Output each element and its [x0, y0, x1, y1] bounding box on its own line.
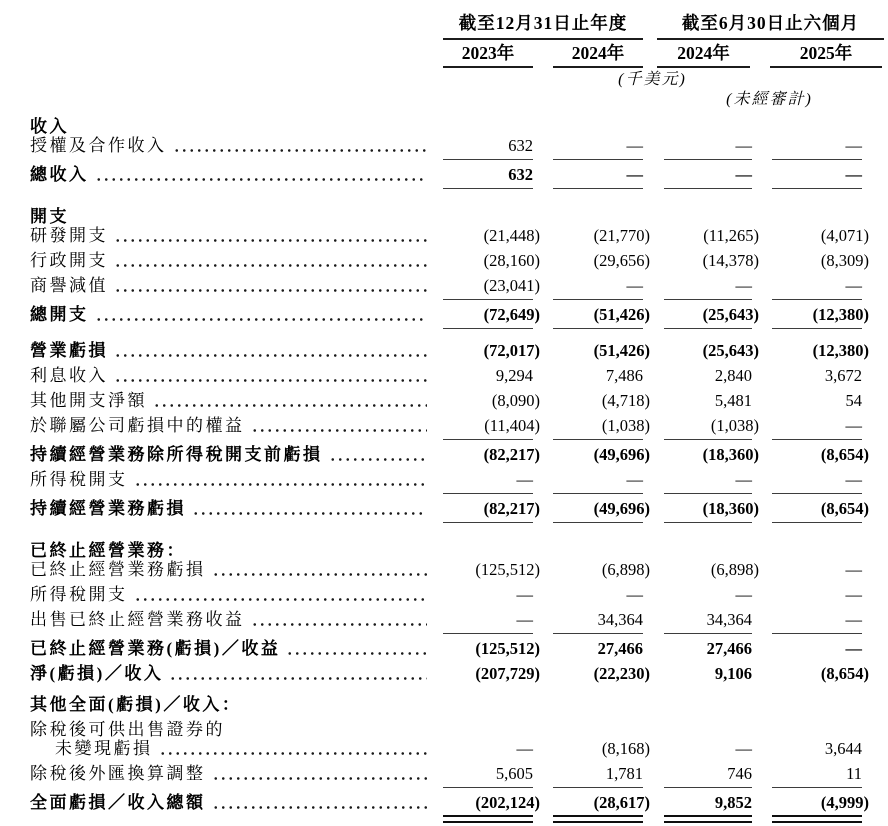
value-cell: [553, 534, 643, 556]
value-cell: [772, 164, 862, 186]
row-label-cell: [30, 135, 433, 157]
row-label: 商譽減值: [30, 276, 108, 295]
value-text: 1,781: [605, 764, 643, 783]
table-row: [30, 584, 888, 609]
value-cell: [553, 763, 643, 785]
year-header-2024-interim: 2024年: [657, 43, 750, 68]
value-cell: [664, 340, 759, 362]
year-header-2025: 2025年: [770, 43, 882, 68]
value-cell: [443, 340, 540, 362]
value-text: (8,168): [601, 739, 650, 758]
value-cell: [772, 713, 862, 735]
table-row: [30, 663, 888, 688]
dot-leader: [169, 677, 427, 680]
value-text: (8,654): [820, 445, 869, 464]
row-label-cell: [30, 304, 433, 326]
table-row: [30, 609, 888, 638]
value-cell: [443, 638, 540, 660]
table-row: [30, 763, 888, 792]
value-text: (202,124): [475, 793, 540, 812]
value-text: 7,486: [605, 366, 643, 385]
value-cell: [664, 609, 752, 631]
value-cell: [664, 738, 752, 760]
value-text: (14,378): [702, 251, 759, 270]
table-row: [30, 200, 888, 225]
row-label-cell: [30, 663, 433, 685]
unaudited-note: (未經審計): [726, 91, 813, 108]
row-label-cell: [30, 763, 433, 785]
value-cell: [553, 638, 643, 660]
value-text: (18,360): [702, 445, 759, 464]
value-text: 9,294: [495, 366, 533, 385]
dot-leader: [212, 777, 428, 780]
row-label-cell: [30, 469, 433, 491]
table-row: [30, 713, 888, 738]
value-text: 2,840: [714, 366, 752, 385]
dot-leader: [153, 404, 427, 407]
value-cell: [553, 663, 650, 685]
dot-leader: [114, 239, 427, 242]
value-text: —: [516, 610, 533, 629]
value-text: (22,230): [593, 664, 650, 683]
value-text: 34,364: [597, 610, 643, 629]
value-text: 54: [845, 391, 862, 410]
table-row: [30, 135, 888, 164]
row-label: 行政開支: [30, 251, 108, 270]
dot-leader: [192, 512, 427, 515]
dot-leader: [95, 178, 428, 181]
value-cell: [664, 390, 752, 412]
row-label-cell: [30, 792, 433, 814]
dot-leader: [95, 318, 428, 321]
dot-leader: [114, 379, 427, 382]
value-text: (8,654): [820, 499, 869, 518]
value-text: (23,041): [483, 276, 540, 295]
dot-leader: [134, 483, 428, 486]
value-cell: [664, 763, 752, 785]
value-cell: [664, 534, 752, 556]
value-cell: [553, 275, 643, 297]
value-cell: [772, 688, 862, 710]
period-header-row: [30, 10, 888, 43]
value-cell: [553, 609, 643, 631]
value-text: (8,309): [820, 251, 869, 270]
income-statement-table: [30, 10, 888, 823]
label-column-spacer: [30, 10, 443, 43]
value-text: (1,038): [710, 416, 759, 435]
value-cell: [664, 469, 752, 491]
table-row: [30, 340, 888, 365]
row-label-cell: [30, 444, 433, 466]
row-label: 研發開支: [30, 226, 108, 245]
value-cell: [772, 792, 869, 814]
value-cell: [443, 713, 533, 735]
value-text: —: [735, 470, 752, 489]
value-text: (28,617): [593, 793, 650, 812]
value-cell: [664, 444, 759, 466]
value-cell: [553, 559, 650, 581]
table-row: [30, 365, 888, 390]
dot-leader: [251, 429, 428, 432]
row-label: 淨(虧損)／收入: [30, 664, 164, 683]
row-label: 開支: [30, 207, 69, 226]
row-label-cell: [30, 584, 433, 606]
row-label: 持續經營業務除所得稅開支前虧損: [30, 445, 323, 464]
value-text: (72,017): [483, 341, 540, 360]
row-label-cell: [30, 638, 433, 660]
value-text: (51,426): [593, 341, 650, 360]
value-cell: [553, 135, 643, 157]
dot-leader: [134, 598, 428, 601]
value-cell: [443, 444, 540, 466]
row-label-cell: [30, 164, 433, 186]
dot-leader: [212, 806, 428, 809]
table-row: [30, 225, 888, 250]
value-text: —: [735, 136, 752, 155]
value-cell: [664, 304, 759, 326]
value-text: (82,217): [483, 499, 540, 518]
value-cell: [553, 340, 650, 362]
value-text: 5,605: [495, 764, 533, 783]
value-cell: [664, 688, 752, 710]
row-label: 於聯屬公司虧損中的權益: [30, 416, 245, 435]
value-cell: [664, 275, 752, 297]
value-cell: [772, 763, 862, 785]
value-cell: [443, 688, 533, 710]
value-text: 9,106: [714, 664, 752, 683]
table-row: [30, 638, 888, 663]
label-column-spacer: [30, 43, 443, 70]
value-cell: [772, 609, 862, 631]
value-text: (12,380): [812, 341, 869, 360]
value-text: —: [626, 585, 643, 604]
row-label: 出售已終止經營業務收益: [30, 610, 245, 629]
table-row: [30, 415, 888, 444]
year-header-row: [30, 43, 888, 70]
value-cell: [553, 444, 650, 466]
value-cell: [443, 250, 540, 272]
value-cell: [553, 110, 643, 132]
value-text: —: [845, 585, 862, 604]
row-label: 利息收入: [30, 366, 108, 385]
value-cell: [664, 200, 752, 222]
value-text: —: [845, 639, 862, 658]
dot-leader: [114, 289, 427, 292]
table-row: [30, 559, 888, 584]
value-cell: [664, 164, 752, 186]
value-text: (51,426): [593, 305, 650, 324]
value-text: (11,404): [484, 416, 540, 435]
value-cell: [553, 390, 650, 412]
table-row: [30, 688, 888, 713]
value-text: (49,696): [593, 445, 650, 464]
row-label-cell: [30, 365, 433, 387]
value-cell: [553, 688, 643, 710]
value-cell: [443, 763, 533, 785]
value-text: 632: [508, 136, 533, 155]
value-cell: [443, 534, 533, 556]
value-text: —: [626, 276, 643, 295]
value-cell: [443, 225, 540, 247]
value-cell: [553, 304, 650, 326]
value-cell: [772, 584, 862, 606]
value-cell: [664, 638, 752, 660]
value-cell: [443, 559, 540, 581]
table-row: [30, 275, 888, 304]
value-cell: [553, 713, 643, 735]
value-cell: [664, 415, 759, 437]
currency-unit-note: (千美元): [618, 71, 687, 88]
value-cell: [772, 559, 862, 581]
value-text: (4,718): [601, 391, 650, 410]
value-cell: [664, 584, 752, 606]
row-label: 已終止經營業務：: [30, 541, 186, 560]
row-label: 已終止經營業務虧損: [30, 560, 206, 579]
dot-leader: [329, 458, 428, 461]
value-cell: [664, 365, 752, 387]
value-text: —: [845, 560, 862, 579]
period-annual-header: 截至12月31日止年度: [443, 10, 643, 40]
value-cell: [443, 390, 540, 412]
value-text: 11: [846, 764, 862, 783]
value-cell: [553, 498, 650, 520]
value-cell: [443, 365, 533, 387]
row-label: 營業虧損: [30, 341, 108, 360]
value-cell: [553, 792, 650, 814]
table-row: [30, 792, 888, 823]
value-cell: [772, 225, 869, 247]
value-text: —: [845, 136, 862, 155]
value-text: —: [845, 165, 862, 184]
row-label: 未變現虧損: [55, 739, 153, 758]
value-cell: [443, 135, 533, 157]
value-text: —: [516, 585, 533, 604]
value-cell: [664, 110, 752, 132]
value-text: (6,898): [710, 560, 759, 579]
value-cell: [664, 250, 759, 272]
row-label: 持續經營業務虧損: [30, 499, 186, 518]
dot-leader: [114, 264, 427, 267]
value-text: (18,360): [702, 499, 759, 518]
value-text: 746: [727, 764, 752, 783]
value-text: (82,217): [483, 445, 540, 464]
year-header-2023: 2023年: [443, 43, 533, 68]
table-row: [30, 390, 888, 415]
value-text: (4,999): [820, 793, 869, 812]
value-cell: [443, 110, 533, 132]
value-text: (28,160): [483, 251, 540, 270]
value-cell: [443, 738, 533, 760]
value-text: (207,729): [475, 664, 540, 683]
value-cell: [772, 498, 869, 520]
value-text: (12,380): [812, 305, 869, 324]
value-cell: [553, 250, 650, 272]
value-cell: [772, 275, 862, 297]
value-text: —: [735, 165, 752, 184]
row-label: 其他開支淨額: [30, 391, 147, 410]
value-cell: [664, 135, 752, 157]
row-label-cell: [30, 390, 433, 412]
value-text: —: [735, 276, 752, 295]
value-text: 27,466: [706, 639, 752, 658]
value-text: 632: [508, 165, 533, 184]
row-label: 其他全面(虧損)／收入：: [30, 695, 242, 714]
value-text: (8,654): [820, 664, 869, 683]
value-text: —: [845, 610, 862, 629]
value-cell: [664, 498, 759, 520]
value-cell: [443, 469, 533, 491]
row-label: 所得稅開支: [30, 585, 128, 604]
value-cell: [443, 584, 533, 606]
value-cell: [664, 792, 752, 814]
value-text: (11,265): [703, 226, 759, 245]
dot-leader: [212, 573, 428, 576]
value-text: —: [845, 470, 862, 489]
value-text: 5,481: [714, 391, 752, 410]
value-cell: [772, 638, 862, 660]
unaudited-note-row: [30, 90, 888, 110]
value-text: (29,656): [593, 251, 650, 270]
value-text: (25,643): [702, 305, 759, 324]
row-label-cell: [30, 498, 433, 520]
value-text: (1,038): [601, 416, 650, 435]
value-text: —: [626, 470, 643, 489]
table-row: [30, 110, 888, 135]
table-row: [30, 738, 888, 763]
value-cell: [772, 340, 869, 362]
value-text: (125,512): [475, 639, 540, 658]
value-cell: [772, 534, 862, 556]
row-label-cell: [30, 694, 433, 716]
value-text: 3,672: [824, 366, 862, 385]
value-text: —: [516, 739, 533, 758]
table-row: [30, 164, 888, 193]
value-cell: [772, 110, 862, 132]
value-text: —: [516, 470, 533, 489]
value-cell: [553, 415, 650, 437]
value-cell: [553, 738, 650, 760]
value-text: —: [626, 136, 643, 155]
value-text: 3,644: [824, 739, 862, 758]
value-cell: [772, 250, 869, 272]
row-label-cell: [30, 340, 433, 362]
value-cell: [443, 663, 540, 685]
value-text: (21,770): [593, 226, 650, 245]
value-text: (8,090): [491, 391, 540, 410]
value-text: (25,643): [702, 341, 759, 360]
value-cell: [664, 713, 752, 735]
value-cell: [772, 415, 862, 437]
value-cell: [443, 498, 540, 520]
year-header-2024-annual: 2024年: [553, 43, 643, 68]
value-cell: [443, 275, 540, 297]
value-text: (72,649): [483, 305, 540, 324]
value-cell: [443, 415, 540, 437]
dot-leader: [159, 752, 428, 755]
value-cell: [772, 738, 862, 760]
row-label: 已終止經營業務(虧損)／收益: [30, 639, 281, 658]
value-text: 34,364: [706, 610, 752, 629]
value-cell: [553, 164, 643, 186]
row-label: 除稅後可供出售證券的: [30, 720, 225, 739]
value-text: (125,512): [475, 560, 540, 579]
row-label-cell: [30, 415, 433, 437]
table-body: [30, 110, 888, 823]
value-cell: [664, 663, 752, 685]
value-text: —: [735, 739, 752, 758]
value-cell: [772, 135, 862, 157]
value-cell: [772, 469, 862, 491]
value-cell: [772, 663, 869, 685]
value-cell: [553, 225, 650, 247]
value-text: (4,071): [820, 226, 869, 245]
value-cell: [772, 200, 862, 222]
dot-leader: [286, 652, 427, 655]
row-label-cell: [30, 609, 433, 631]
table-row: [30, 469, 888, 498]
period-interim-header: 截至6月30日止六個月: [657, 10, 884, 40]
row-label-cell: [30, 738, 433, 760]
value-cell: [443, 200, 533, 222]
value-cell: [553, 584, 643, 606]
row-label: 全面虧損／收入總額: [30, 793, 206, 812]
row-label: 除稅後外匯換算調整: [30, 764, 206, 783]
row-label: 收入: [30, 117, 69, 136]
value-text: (6,898): [601, 560, 650, 579]
currency-unit-row: [30, 70, 888, 90]
value-text: —: [626, 165, 643, 184]
value-cell: [772, 390, 862, 412]
table-row: [30, 534, 888, 559]
value-cell: [664, 225, 759, 247]
value-cell: [443, 164, 533, 186]
row-label: 授權及合作收入: [30, 136, 167, 155]
value-cell: [443, 792, 540, 814]
value-text: —: [845, 416, 862, 435]
value-cell: [553, 200, 643, 222]
table-row: [30, 304, 888, 333]
value-cell: [553, 365, 643, 387]
row-label: 所得稅開支: [30, 470, 128, 489]
value-text: 9,852: [714, 793, 752, 812]
value-text: 27,466: [597, 639, 643, 658]
row-label: 總開支: [30, 305, 89, 324]
value-cell: [772, 365, 862, 387]
dot-leader: [251, 623, 428, 626]
table-row: [30, 498, 888, 527]
value-text: —: [845, 276, 862, 295]
row-label-cell: [30, 250, 433, 272]
value-text: —: [735, 585, 752, 604]
value-cell: [772, 304, 869, 326]
value-cell: [772, 444, 869, 466]
dot-leader: [173, 149, 428, 152]
row-label-cell: [30, 275, 433, 297]
value-text: (49,696): [593, 499, 650, 518]
value-cell: [553, 469, 643, 491]
value-cell: [664, 559, 759, 581]
row-label-cell: [30, 225, 433, 247]
value-cell: [443, 609, 533, 631]
value-text: (21,448): [483, 226, 540, 245]
dot-leader: [114, 354, 427, 357]
row-label-cell: [30, 559, 433, 581]
row-label: 總收入: [30, 165, 89, 184]
table-row: [30, 444, 888, 469]
value-cell: [443, 304, 540, 326]
table-row: [30, 250, 888, 275]
